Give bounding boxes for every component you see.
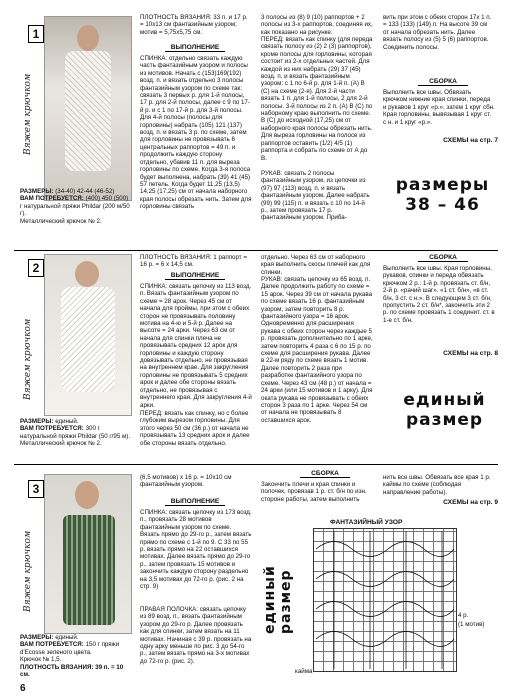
model-photo	[44, 16, 132, 201]
crochet-chart	[313, 528, 457, 672]
chart-motif-note: (1 мотив)	[458, 621, 485, 628]
model-photo	[44, 254, 132, 416]
watermark: Вяжем крючком	[23, 530, 33, 612]
section-heading: ВЫПОЛНЕНИЕ	[165, 272, 225, 280]
chart-kaima-label: кайма	[295, 668, 313, 675]
assembly-text: Выполнить все швы. Обвязать крючком нижние края спинки, переда и рукавов 1 круг «р.», затем 1 круг сбн. Края горловины, вывязывая 1 круг ст. с н. и 1 круг «р.».	[383, 89, 495, 126]
instructions-text: РУКАВ: связать цепочку из 65 возд. п. Далее продолжить работу по схеме = 15 арок. Через 39 см от начала рукава по схеме вязать 16 р. фантазийным узором, затем повторить 8 р. фантазийного узора = 16 арок. Одновременно для расширения рукава с обеих сторон через каждые 5 р. провязать дополнительно по 1 арке, затем повторить 4 раза с 6 по 15 р. по схеме для расширения рукава. Далее в 22-м ряду по схеме вязать 1 мотив. Далее повторить 2 раза при разработке фантазийного узора по схеме. Через 43 см (48 р.) от начала = 24 арки (или 15 мотивов и 1 арку). Для оката рукава не провязывать с обеих сторон 3 раза по 1 арке. Через 54 см от начала не провязывать 8 оставшихся арок.	[261, 276, 373, 424]
section-number: 3	[28, 480, 44, 498]
schemes-ref: СХЕМЫ на стр. 8	[443, 350, 498, 357]
schemes-ref: СХЕМЫ на стр. 9	[443, 499, 498, 506]
assembly-heading: СБОРКА	[300, 470, 350, 478]
assembly-text: нить все швы. Обвязать все края 1 р. каймы по схеме (соблюдая направление работы).	[383, 474, 491, 496]
instructions-text: СПИНКА: связать цепочку из 113 возд. п. Вязать фантазийным узором по схеме = 28 арок. Через 45 см от начала для проймы, при этом с обеих сторон не провязывать половину мотива на 4-ю и 5-й р. Далее на высоте = 24 арки. Через 63 см от начала для спинки плеча не провязывать средних 12 арок для горловины и каждую сторону довязывать отдельно, не провязывая на внутреннем крае. Для закругления горловины не провязывать 5 средних арок и далее обе стороны вязать отдельно, не провязывая с внутреннего края. Для закругления 4-й арки.	[140, 283, 252, 409]
instructions-text: СПИНКА: связать цепочку из 173 возд. п., провязать 28 мотивов фантазийным узором по схеме. Вязать прямо до 29-го р., затем вязать прямо по схеме с 1-й по 9. С 33 по 55 р. вязать прямо на 22 оставшихся мотивах. Далее вязать прямо до 29-го р., затем провязать 15 мотивов и закончить каждую сторону раздельно на 3,5 мотивах до 72-го р. (рис. 2 на стр. 9)	[140, 509, 252, 591]
instructions-text: СПИНКА: отдельно связать каждую часть фантазийным узором и полосы из мотивов. Начать с (153)169(192) возд. п. и вязать отдельно 3 полосы фантазийным узором по схеме так: связать 3 первых р. для 1-й полосы, 17 р. для 2-й полосы, далее с 9 по 17-й р. и с 1 по 17-й р. для 3-й полосы. Для 4-й полосы (полосы для горловины) набрать (105) 121 (137) возд. п. и вязать 3 р. по схеме, затем для горловины не провязывать 6 центральных раппортов = 49 п. и продолжить каждую сторону отдельно, убавив 11 п. для выреза горловины по схеме. Когда 3-я полоса будет выполнена, набрать (39) 41 (45) 57 петель. Когда будет 11,25 (13,5) 14,25 (17,25) см от начала наборного края полосы обрезать нить. Затем для горловины связать	[140, 55, 252, 211]
model-photo	[44, 474, 132, 634]
instructions-text: ПЕРЕД: вязать как спинку (для переда связать полосу из (2) 2 (3) раппортов), кроме полосы для горловины, которая состоит из 2-х отдельных частей. Для каждой из них набрать (29) 37 (45) возд. п. и вязать фантазийным узором: с 1 по 6-й р. для 1-й п. (А) В (С) на схеме (2-я). Для 2-й части вязать 1 п. для 1-й полосы, 2 для 2-й полосы. 3-й полосы из 2 п. (А) В (С) по наборному краю выполнить по схеме. В (С) до исходной (17,25) см от наборного края полосы обрезать нить. Для выреза горловины на полосе из раппортов оставить (1/2) 4/5 (1) раппорта и собрать по схеме от А до В.	[261, 36, 373, 162]
assembly-text: Выполнить все швы. Края горловины, рукавов, спинки и переда обвязать крючком 2 р.: 1-й р. провязать ст. б/н, 2-й р. «рачий шаг». «1 ст. б/н», «в ст. б/н, 3 ст. с н.». В следующем 3 ст. б/н, пропустить 2 ст. б/н*, закончить эти 2 р. по схеме провязать 1 соединит. ст. в 1-е ст. б/н.	[383, 265, 495, 324]
density-text: (6,5 мотивов) х 16 р. = 10х10 см фантазийным узором.	[140, 474, 232, 489]
instructions-text: отдельно. Через 63 см от наборного края выполнить скосы плечей как для спинки.	[261, 254, 371, 276]
page-number: 6	[20, 683, 26, 694]
assembly-heading: СБОРКА	[418, 78, 468, 86]
sizes: РАЗМЕРЫ: (34-40) 42-44 (46-52) ВАМ ПОТРЕБУЕТСЯ: (400) 450 (500) г натуральной пряжи Phildar (200 м/50 г). Металлический крючок № 2.	[20, 188, 130, 225]
divider	[14, 250, 498, 251]
divider	[14, 464, 498, 465]
section-heading: ВЫПОЛНЕНИЕ	[165, 498, 225, 506]
size-label: размеры 38 – 46	[395, 175, 490, 215]
schemes-ref: СХЕМЫ на стр. 7	[443, 137, 498, 144]
instructions-text: ПРАВАЯ ПОЛОЧКА: связать цепочку из 89 возд. п., вязать фантазийным узором до 29-го р. Далее провязать как для спинки, затем вязать на 11 мотивах. Начиная с 39 р. провязать на одну арку меньше по рис. 3 до 54-го р., затем вязать прямо на 3-х мотивах до 72-го р. (рис. 2).	[140, 606, 252, 665]
assembly-text: Закончить плечи и края спинки и полочек, провязав 1 р. ст. б/н по изн. стороне работы, затем выполнить	[261, 481, 367, 503]
sizes: РАЗМЕРЫ: единый. ВАМ ПОТРЕБУЕТСЯ: 150 г пряжи d'Ecosse зеленого цвета. Крючок № 1,5. ПЛОТНОСТЬ ВЯЗАНИЯ: 39 п. = 10 см.	[20, 634, 124, 679]
assembly-heading: СБОРКА	[418, 254, 468, 262]
instructions-text: ПЕРЕД: вязать как спинку, но с более глубоким вырезом горловины. Для этого через 50 см (36 р.) от начала не провязывать 13 средних арок и далее обе стороны вязать отдельно.	[140, 410, 250, 447]
chart-pattern-icon	[314, 529, 456, 671]
chart-title: ФАНТАЗИЙНЫЙ УЗОР	[330, 519, 403, 526]
size-label: единый размер	[403, 390, 486, 430]
sizes: РАЗМЕРЫ: единый. ВАМ ПОТРЕБУЕТСЯ: 300 г натуральной пряжи Phildar (50 г/95 м). Металлический крючок № 2.	[20, 418, 131, 448]
instructions-text: вить при этом с обеих сторон 17х 1 п. = 133 (133) (149) п. На высоте 39 см от начала обрезать нить. Далее вязать полосу из (5) 5 (6) раппортов. Соединить полосы.	[383, 14, 492, 51]
section-number: 2	[28, 259, 44, 277]
size-label: единый размер	[262, 565, 294, 634]
instructions-text: РУКАВ: связать 2 полосы фантазийным узором, из цепочки из (97) 97 (113) возд. п. и вязать фантазийным узором. Далее набрать (99) 99 (115) п. и вязать с 10 по 14-й р., затем провязать 17 р. фантазийным узором. Приба-	[261, 170, 370, 222]
density-text: ПЛОТНОСТЬ ВЯЗАНИЯ: 33 п. и 17 р. = 10х13 см фантазийным узором; мотив = 5,75х5,75 см.	[140, 14, 248, 36]
section-number: 1	[28, 25, 44, 43]
chart-rows-note: 4 р.	[458, 612, 469, 619]
section-heading: ВЫПОЛНЕНИЕ	[165, 44, 225, 52]
watermark: Вяжем крючком	[23, 318, 33, 400]
instructions-text: 3 полосы из (8) 9 (10) раппортов + 2 полосы из 3-х раппортов, соединяя их, как показано на рисунке.	[261, 14, 373, 36]
watermark: Вяжем крючком	[23, 73, 33, 155]
density-text: ПЛОТНОСТЬ ВЯЗАНИЯ: 1 раппорт = 16 р. = 6 х 14,5 см.	[140, 254, 247, 269]
